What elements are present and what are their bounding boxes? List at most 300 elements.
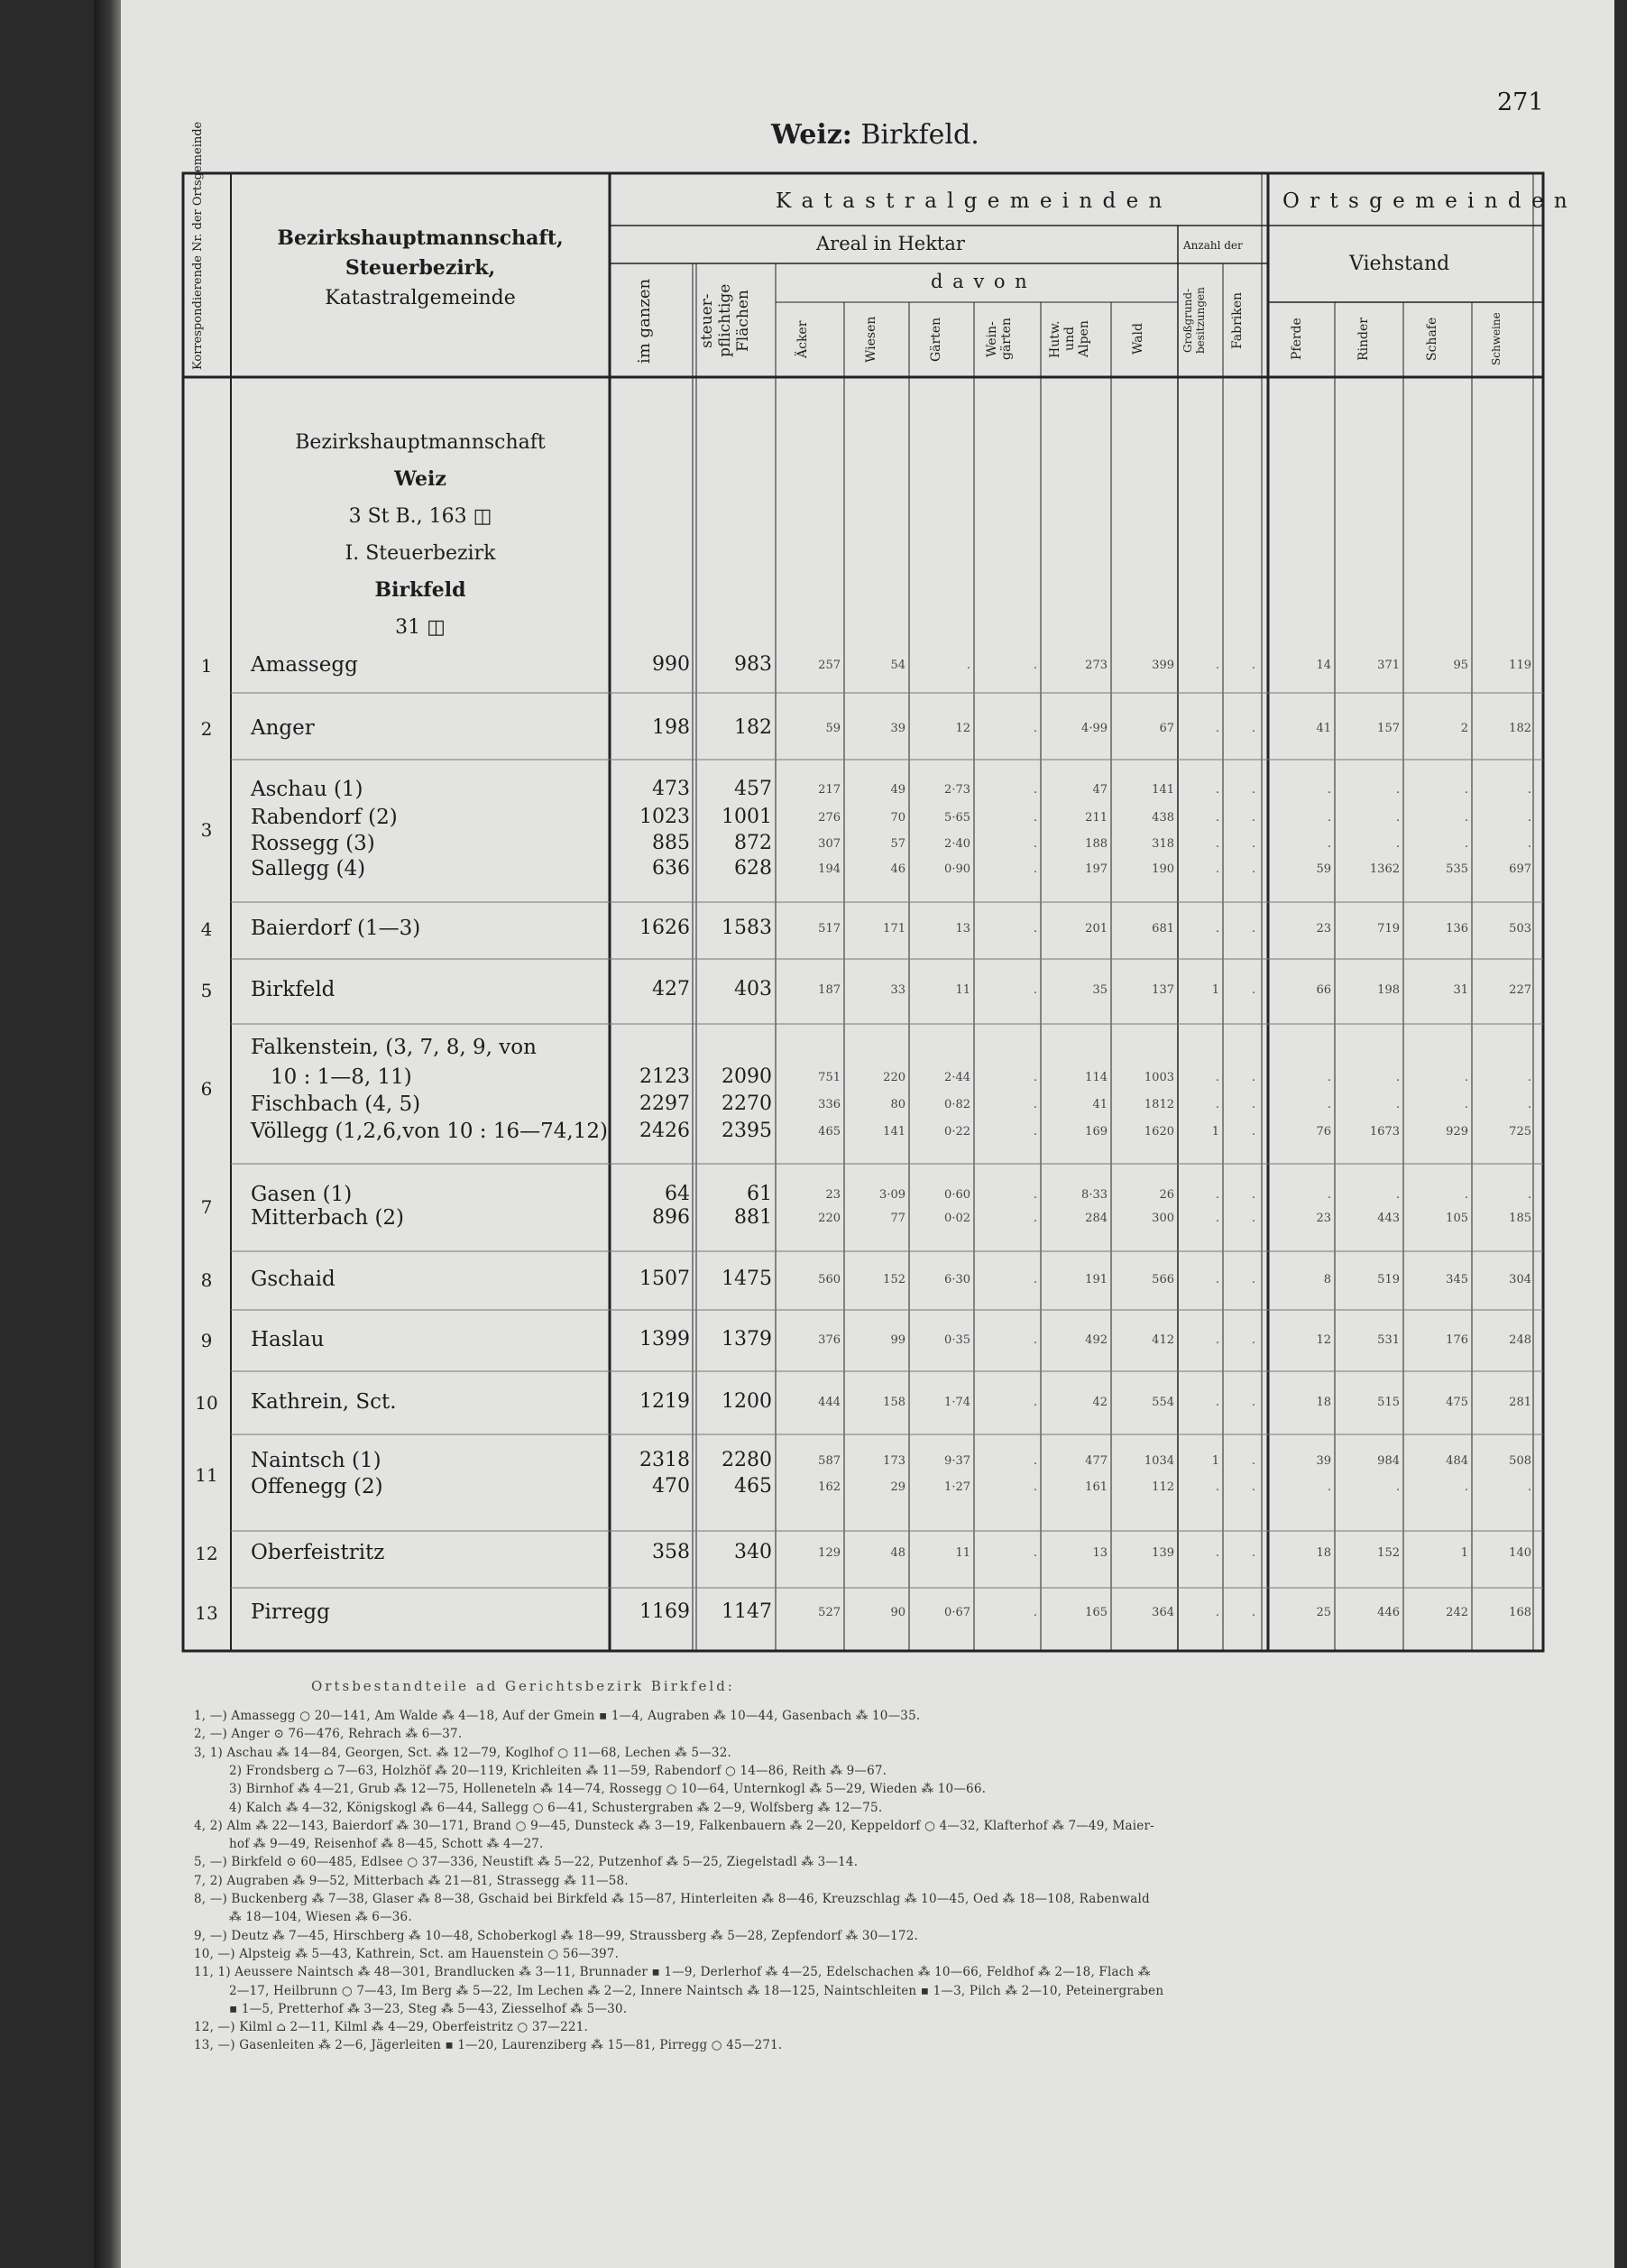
header-wald: Wald [1131,323,1145,355]
cell-wg: . [1033,837,1037,851]
row-number: 7 [200,1196,213,1218]
cell-a: 444 [818,1396,841,1409]
cell-h: 477 [1085,1454,1108,1468]
cell-f: . [1251,1071,1255,1084]
cell-sw: . [1527,1071,1531,1084]
cell-f: . [1251,1454,1255,1468]
cell-g: 358 [652,1541,690,1563]
cell-wg: . [1033,1098,1037,1111]
cell-h: 169 [1085,1125,1108,1139]
cell-w: 46 [890,862,905,876]
cell-h: 201 [1085,922,1108,936]
page-number: 271 [1497,88,1544,116]
cell-sc: 2 [1460,722,1468,735]
row-number: 12 [195,1543,218,1564]
cell-wg: . [1033,811,1037,825]
cell-p: 25 [1316,1606,1331,1619]
cell-h: 47 [1092,783,1108,797]
cell-sw: 503 [1509,922,1531,936]
cell-sc: . [1464,1071,1468,1084]
cell-sw: 140 [1509,1546,1531,1560]
cell-a: 560 [818,1273,841,1286]
cell-g: 470 [652,1475,690,1498]
cell-p: 18 [1316,1396,1331,1409]
cell-sc: 929 [1446,1125,1468,1139]
header-weingaerten: Wein-gärten [985,318,1014,361]
cell-r: . [1395,1071,1400,1084]
cell-wg: . [1033,1546,1037,1560]
cell-w: 57 [890,837,905,851]
cell-sw: 508 [1509,1454,1531,1468]
cell-wa: 1003 [1144,1071,1174,1084]
cell-gr: . [1215,1098,1219,1111]
cell-sc: 176 [1446,1333,1468,1347]
row-number: 11 [195,1464,218,1486]
cell-h: 42 [1092,1396,1108,1409]
cell-w: 77 [890,1212,905,1225]
cell-gr: . [1215,1212,1219,1225]
cell-s: 403 [734,978,772,1000]
cell-w: 90 [890,1606,905,1619]
cell-a: 527 [818,1606,841,1619]
cell-a: 276 [818,811,841,825]
cell-g: 64 [665,1183,690,1205]
cell-ga: 0·60 [944,1188,970,1202]
cell-w: 99 [890,1333,905,1347]
cell-g: 2297 [639,1093,690,1115]
cell-wa: 566 [1152,1273,1174,1286]
cell-wa: 139 [1152,1546,1174,1560]
cell-gr: . [1215,922,1219,936]
row-name: Mitterbach (2) [251,1206,405,1230]
footnote-line: 7, 2) Augraben ⁂ 9—52, Mitterbach ⁂ 21—81, Strassegg ⁂ 11—58. [194,1873,629,1888]
cell-g: 1399 [639,1328,690,1351]
cell-ga: 2·40 [944,837,970,851]
cell-s: 1001 [722,806,772,828]
footnote-line: 4) Kalch ⁂ 4—32, Königskogl ⁂ 6—44, Sallegg ○ 6—41, Schustergraben ⁂ 2—9, Wolfsberg ⁂ 12—75. [229,1800,883,1815]
footnote-line: 11, 1) Aeussere Naintsch ⁂ 48—301, Brandlucken ⁂ 3—11, Brunnader ▪ 1—9, Derlerhof ⁂ 4—25, Edelschachen ⁂ 10—66, Feldhof ⁂ 2—18, Flach ⁂ [194,1965,1151,1980]
cell-a: 257 [818,659,841,672]
cell-r: 446 [1377,1606,1400,1619]
cell-gr: . [1215,1188,1219,1202]
footnote-line: 8, —) Buckenberg ⁂ 7—38, Glaser ⁂ 8—38, Gschaid bei Birkfeld ⁂ 15—87, Hinterleiten ⁂ 8—46, Kreuzschlag ⁂ 10—45, Oed ⁂ 18—108, Rabenwald [194,1892,1150,1906]
cell-r: . [1395,783,1400,797]
row-name: Völlegg (1,2,6,von 10 : 16—74,12) [251,1120,608,1143]
cell-gr: . [1215,862,1219,876]
cell-s: 881 [734,1206,772,1229]
cell-f: . [1251,1480,1255,1494]
cell-wa: 399 [1152,659,1174,672]
cell-s: 1379 [722,1328,772,1351]
cell-s: 2270 [722,1093,772,1115]
cell-p: 8 [1323,1273,1331,1286]
row-number: 13 [195,1602,218,1624]
cell-sc: 535 [1446,862,1468,876]
cell-g: 2318 [639,1449,690,1471]
row-name: Rabendorf (2) [251,806,398,829]
cell-gr: . [1215,722,1219,735]
cell-wa: 300 [1152,1212,1174,1225]
header-aecker: Äcker [795,320,810,358]
cell-p: 39 [1316,1454,1331,1468]
row-name: Fischbach (4, 5) [251,1093,421,1116]
header-hutweiden: Hutw. und Alpen [1048,320,1091,358]
cell-wg: . [1033,722,1037,735]
header-schweine: Schweine [1490,312,1503,366]
cell-f: . [1251,1098,1255,1111]
header-wiesen: Wiesen [864,316,878,363]
footnote-line: 2—17, Heilbrunn ○ 7—43, Im Berg ⁂ 5—22, Im Lechen ⁂ 2—2, Innere Naintsch ⁂ 18—125, Naintschleiten ▪ 1—3, Pilch ⁂ 2—10, Peteinergraben [229,1983,1164,1998]
header-grossgrund: Großgrund-besitzungen [1181,287,1207,355]
footnote-line: 1, —) Amassegg ○ 20—141, Am Walde ⁂ 4—18, Auf der Gmein ▪ 1—4, Augraben ⁂ 10—44, Gasenbach ⁂ 10—35. [194,1709,921,1723]
cell-r: 519 [1377,1273,1400,1286]
cell-a: 59 [825,722,841,735]
row-name: Kathrein, Sct. [251,1390,397,1414]
cell-h: 197 [1085,862,1108,876]
cell-r: 531 [1377,1333,1400,1347]
cell-h: 13 [1092,1546,1108,1560]
cell-sw: . [1527,1188,1531,1202]
row-name: Naintsch (1) [251,1449,381,1472]
cell-wg: . [1033,862,1037,876]
footnote-line: hof ⁂ 9—49, Reisenhof ⁂ 8—45, Schott ⁂ 4—27. [229,1837,544,1852]
cell-wa: 1034 [1144,1454,1174,1468]
cell-sc: 95 [1453,659,1468,672]
cell-wa: 141 [1152,783,1174,797]
row-name: Rossegg (3) [251,832,375,855]
cell-p: 14 [1316,659,1331,672]
cell-gr: . [1215,837,1219,851]
cell-s: 1200 [722,1390,772,1413]
cell-w: 152 [883,1273,905,1286]
cell-sc: . [1464,837,1468,851]
cell-h: 211 [1085,811,1108,825]
header-gaerten: Gärten [929,317,943,362]
cell-ga: 6·30 [944,1273,970,1286]
cell-a: 187 [818,983,841,997]
row-number: 5 [200,980,213,1001]
cell-h: 284 [1085,1212,1108,1225]
row-name: Gasen (1) [251,1183,353,1206]
cell-a: 376 [818,1333,841,1347]
cell-wa: 26 [1159,1188,1174,1202]
cell-ga: 1·27 [944,1480,970,1494]
cell-s: 2280 [722,1449,772,1471]
cell-r: 198 [1377,983,1400,997]
cell-gr: 1 [1211,1454,1219,1468]
cell-wa: 1620 [1144,1125,1174,1139]
cell-r: 371 [1377,659,1400,672]
cell-r: 1362 [1369,862,1400,876]
footnote-line: 9, —) Deutz ⁂ 7—45, Hirschberg ⁂ 10—48, Schoberkogl ⁂ 18—99, Straussberg ⁂ 5—28, Zepfendorf ⁂ 30—172. [194,1928,919,1943]
cell-h: 492 [1085,1333,1108,1347]
row-name: Amassegg [251,653,358,677]
cell-s: 983 [734,653,772,676]
cell-sc: 136 [1446,922,1468,936]
cell-sc: 105 [1446,1212,1468,1225]
cell-wg: . [1033,1273,1037,1286]
cell-h: 4·99 [1081,722,1108,735]
cell-a: 129 [818,1546,841,1560]
cell-wg: . [1033,922,1037,936]
cell-h: 273 [1085,659,1108,672]
cell-r: . [1395,1480,1400,1494]
row-number: 8 [200,1269,213,1291]
header-pferde: Pferde [1290,318,1304,361]
row-name: Gschaid [251,1268,336,1291]
cell-p: 76 [1316,1125,1331,1139]
cell-w: 48 [890,1546,905,1560]
cell-ga: 1·74 [944,1396,970,1409]
cell-p: . [1327,1071,1331,1084]
row-name: Offenegg (2) [251,1475,383,1498]
cell-g: 896 [652,1206,690,1229]
row-name: Oberfeistritz [251,1541,385,1564]
row-number: 2 [200,718,213,740]
cell-a: 336 [818,1098,841,1111]
header-viehstand: Viehstand [1349,253,1450,275]
cell-sw: 185 [1509,1212,1531,1225]
cell-h: 41 [1092,1098,1108,1111]
cell-s: 182 [734,716,772,739]
cell-r: 443 [1377,1212,1400,1225]
cell-f: . [1251,862,1255,876]
cell-g: 1023 [639,806,690,828]
cell-g: 885 [652,832,690,854]
cell-f: . [1251,1125,1255,1139]
cell-p: . [1327,837,1331,851]
cell-sc: . [1464,811,1468,825]
cell-gr: . [1215,1546,1219,1560]
cell-ga: 0·22 [944,1125,970,1139]
cell-wg: . [1033,1480,1037,1494]
cell-f: . [1251,783,1255,797]
cell-ga: 5·65 [944,811,970,825]
cell-f: . [1251,1606,1255,1619]
cell-p: . [1327,1188,1331,1202]
cell-wa: 190 [1152,862,1174,876]
cell-ga: 0·90 [944,862,970,876]
cell-sc: . [1464,783,1468,797]
cell-h: 161 [1085,1480,1108,1494]
cell-g: 1169 [639,1600,690,1623]
cell-gr: . [1215,659,1219,672]
cell-s: 457 [734,778,772,800]
cell-wg: . [1033,1071,1037,1084]
header-anzahl: Anzahl der [1183,239,1243,252]
cell-sc: . [1464,1098,1468,1111]
cell-h: 114 [1085,1071,1108,1084]
cell-sc: 31 [1453,983,1468,997]
cell-sw: 168 [1509,1606,1531,1619]
district-intro: Bezirkshauptmannschaft Weiz 3 St B., 163 ◫ I. Steuerbezirk Birkfeld 31 ◫ [295,431,546,639]
cell-f: . [1251,811,1255,825]
cell-s: 872 [734,832,772,854]
header-main-column: Bezirkshauptmannschaft, Steuerbezirk, Katastralgemeinde [277,226,564,309]
cell-a: 194 [818,862,841,876]
cell-f: . [1251,1333,1255,1347]
cell-sc: 475 [1446,1396,1468,1409]
cell-sw: 281 [1509,1396,1531,1409]
cell-sc: 1 [1460,1546,1468,1560]
cell-w: 39 [890,722,905,735]
row-name: 10 : 1—8, 11) [271,1065,412,1089]
cell-sw: . [1527,783,1531,797]
cell-gr: . [1215,811,1219,825]
cell-r: 1673 [1369,1125,1400,1139]
cell-h: 188 [1085,837,1108,851]
cell-sw: 697 [1509,862,1531,876]
cell-wg: . [1033,1212,1037,1225]
cell-ga: 2·73 [944,783,970,797]
cell-ga: 11 [955,1546,970,1560]
row-name: Aschau (1) [251,778,363,801]
cell-p: . [1327,811,1331,825]
cell-r: . [1395,1188,1400,1202]
cell-w: 173 [883,1454,905,1468]
row-number: 10 [195,1392,218,1414]
cell-gr: . [1215,783,1219,797]
cell-h: 191 [1085,1273,1108,1286]
cell-h: 8·33 [1081,1188,1108,1202]
header-katastralgemeinden: K a t a s t r a l g e m e i n d e n [776,189,1164,213]
header-schafe: Schafe [1425,317,1439,362]
cell-r: 157 [1377,722,1400,735]
header-fabriken: Fabriken [1230,291,1245,350]
cell-w: 70 [890,811,905,825]
cell-w: 49 [890,783,905,797]
cell-wg: . [1033,983,1037,997]
footnote-line: 2, —) Anger ⊙ 76—476, Rehrach ⁂ 6—37. [194,1727,463,1742]
cell-gr: . [1215,1071,1219,1084]
header-ortsgemeinden: O r t s g e m e i n d e n [1282,189,1569,213]
cell-g: 198 [652,716,690,739]
cell-g: 1626 [639,917,690,939]
cell-wa: 1812 [1144,1098,1174,1111]
page-title: Weiz: Birkfeld. [771,119,979,151]
cell-a: 465 [818,1125,841,1139]
cell-p: . [1327,1098,1331,1111]
cell-ga: 2·44 [944,1071,970,1084]
cell-g: 990 [652,653,690,676]
cell-gr: . [1215,1273,1219,1286]
cell-f: . [1251,659,1255,672]
cell-s: 2090 [722,1065,772,1088]
cell-s: 340 [734,1541,772,1563]
cell-p: 66 [1316,983,1331,997]
cell-w: 220 [883,1071,905,1084]
cell-wa: 137 [1152,983,1174,997]
cell-p: 18 [1316,1546,1331,1560]
cell-a: 751 [818,1071,841,1084]
cell-w: 33 [890,983,905,997]
header-rinder: Rinder [1356,318,1371,361]
cell-w: 54 [890,659,905,672]
footnote-line: 4, 2) Alm ⁂ 22—143, Baierdorf ⁂ 30—171, Brand ○ 9—45, Dunsteck ⁂ 3—19, Falkenbauern ⁂ 2—20, Keppeldorf ○ 4—32, Klafterhof ⁂ 7—49, Maier- [194,1818,1154,1833]
header-areal: Areal in Hektar [816,233,965,254]
cell-ga: 0·35 [944,1333,970,1347]
cell-sc: 345 [1446,1273,1468,1286]
cell-wa: 438 [1152,811,1174,825]
cell-s: 465 [734,1475,772,1498]
footnote-line: 3, 1) Aschau ⁂ 14—84, Georgen, Sct. ⁂ 12—79, Koglhof ○ 11—68, Lechen ⁂ 5—32. [194,1745,731,1760]
cell-ga: 0·02 [944,1212,970,1225]
row-number: 6 [200,1078,213,1100]
cell-wa: 67 [1159,722,1174,735]
cell-p: . [1327,1480,1331,1494]
cell-wa: 412 [1152,1333,1174,1347]
cell-w: 3·09 [879,1188,905,1202]
row-name: Falkenstein, (3, 7, 8, 9, von [251,1036,537,1059]
cell-a: 307 [818,837,841,851]
header-steuerpflichtig: steuer-pflichtige Flächen [698,283,752,358]
cell-gr: . [1215,1333,1219,1347]
cell-r: . [1395,1098,1400,1111]
cell-p: . [1327,783,1331,797]
cell-w: 158 [883,1396,905,1409]
cell-ga: 9·37 [944,1454,970,1468]
cell-r: 984 [1377,1454,1400,1468]
cell-wa: 681 [1152,922,1174,936]
cell-f: . [1251,1273,1255,1286]
cell-g: 1507 [639,1268,690,1290]
cell-g: 427 [652,978,690,1000]
cell-wg: . [1033,1333,1037,1347]
row-number: 3 [200,819,213,841]
cell-a: 217 [818,783,841,797]
header-im-ganzen: im ganzen [635,278,654,364]
cell-p: 12 [1316,1333,1331,1347]
row-name: Haslau [251,1328,325,1351]
cell-wg: . [1033,1454,1037,1468]
cell-w: 141 [883,1125,905,1139]
cell-sw: . [1527,811,1531,825]
header-correspondence-nr: Korrespondierende Nr. der Ortsgemeinde [191,121,205,370]
cell-f: . [1251,1546,1255,1560]
cell-f: . [1251,1212,1255,1225]
cell-r: 152 [1377,1546,1400,1560]
cell-sw: 227 [1509,983,1531,997]
cell-f: . [1251,1188,1255,1202]
cell-wg: . [1033,783,1037,797]
row-name: Birkfeld [251,978,336,1001]
cell-s: 1475 [722,1268,772,1290]
cell-g: 636 [652,857,690,880]
cell-g: 473 [652,778,690,800]
header-davon: d a v o n [931,271,1029,292]
cell-ga: 0·82 [944,1098,970,1111]
row-name: Sallegg (4) [251,857,366,880]
cell-ga: 12 [955,722,970,735]
footnote-line: 12, —) Kilml ⌂ 2—11, Kilml ⁂ 4—29, Oberfeistritz ○ 37—221. [194,2020,588,2035]
cell-r: . [1395,837,1400,851]
cell-wa: 318 [1152,837,1174,851]
row-number: 4 [200,918,213,940]
row-name: Pirregg [251,1600,330,1624]
cell-a: 162 [818,1480,841,1494]
cell-f: . [1251,837,1255,851]
cell-ga: 11 [955,983,970,997]
cell-a: 517 [818,922,841,936]
footnote-title: Ortsbestandteile ad Gerichtsbezirk Birkfeld: [311,1678,735,1694]
cell-sw: . [1527,1480,1531,1494]
row-name: Anger [251,716,315,740]
cell-wa: 554 [1152,1396,1174,1409]
row-name: Baierdorf (1—3) [251,917,421,940]
cell-gr: . [1215,1480,1219,1494]
cell-f: . [1251,1396,1255,1409]
footnote-line: 5, —) Birkfeld ⊙ 60—485, Edlsee ○ 37—336, Neustift ⁂ 5—22, Putzenhof ⁂ 5—25, Ziegelstadl ⁂ 3—14. [194,1855,859,1870]
